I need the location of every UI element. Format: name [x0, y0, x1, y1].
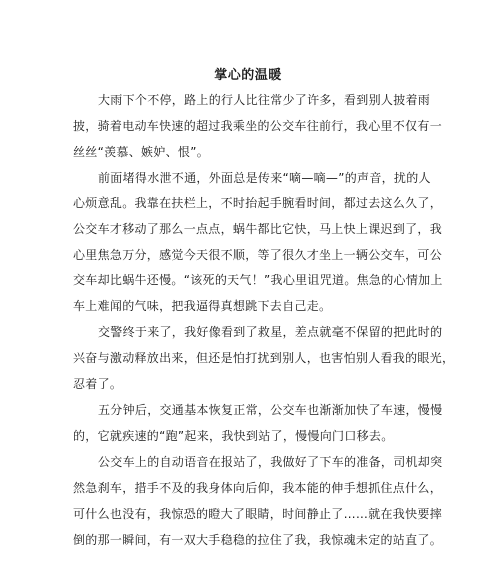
paragraph-line: 可什么也没有，我惊恐的瞪大了眼睛，时间静止了……就在我快要摔: [73, 507, 443, 521]
paragraph-line: 公交车才移动了那么一点点，蜗牛都比它快，马上快上课迟到了，我: [73, 222, 443, 236]
paragraph-line: 然急刹车，措手不及的我身体向后仰，我本能的伸手想抓住点什么，: [73, 481, 443, 495]
paragraph-line: 车上难闻的气味，把我逼得真想跳下去自己走。: [73, 299, 332, 313]
paragraph-line: 心里焦急万分，感觉今天很不顺，等了很久才坐上一辆公交车，可公: [73, 248, 443, 262]
paragraph-line: 的，它就疾速的“跑”起来，我快到站了，慢慢向门口移去。: [73, 429, 394, 443]
paragraph-line: 兴奋与激动释放出来，但还是怕打扰到别人，也害怕别人看我的眼光，: [73, 351, 455, 365]
paragraph-line: 交车却比蜗牛还慢。“该死的天气！”我心里诅咒道。焦急的心情加上: [73, 273, 443, 287]
paragraph-line: 丝丝“羡慕、嫉妒、恨”。: [73, 145, 210, 159]
paragraph-line: 披，骑着电动车快速的超过我乘坐的公交车往前行，我心里不仅有一: [73, 119, 443, 133]
paragraph-line: 交警终于来了，我好像看到了救星，差点就毫不保留的把此时的: [98, 325, 443, 339]
paragraph-line: 公交车上的自动语音在报站了，我做好了下车的准备，司机却突: [98, 455, 443, 469]
page-bottom-edge: [0, 553, 496, 561]
paragraph-line: 五分钟后，交通基本恢复正常，公交车也渐渐加快了车速，慢慢: [98, 403, 443, 417]
paragraph-line: 大雨下个不停，路上的行人比往常少了许多，看到别人披着雨: [98, 93, 431, 107]
paragraph-line: 前面堵得水泄不通，外面总是传来“嘀—嘀—”的声音，扰的人: [98, 171, 431, 185]
paragraph-line: 忍着了。: [73, 377, 123, 391]
essay-title: 掌心的温暖: [214, 68, 282, 83]
paragraph-line: 倒的那一瞬间，有一双大手稳稳的拉住了我，我惊魂未定的站直了。: [73, 533, 443, 547]
paragraph-line: 心烦意乱。我靠在扶栏上，不时抬起手腕看时间，都过去这么久了，: [73, 196, 443, 210]
